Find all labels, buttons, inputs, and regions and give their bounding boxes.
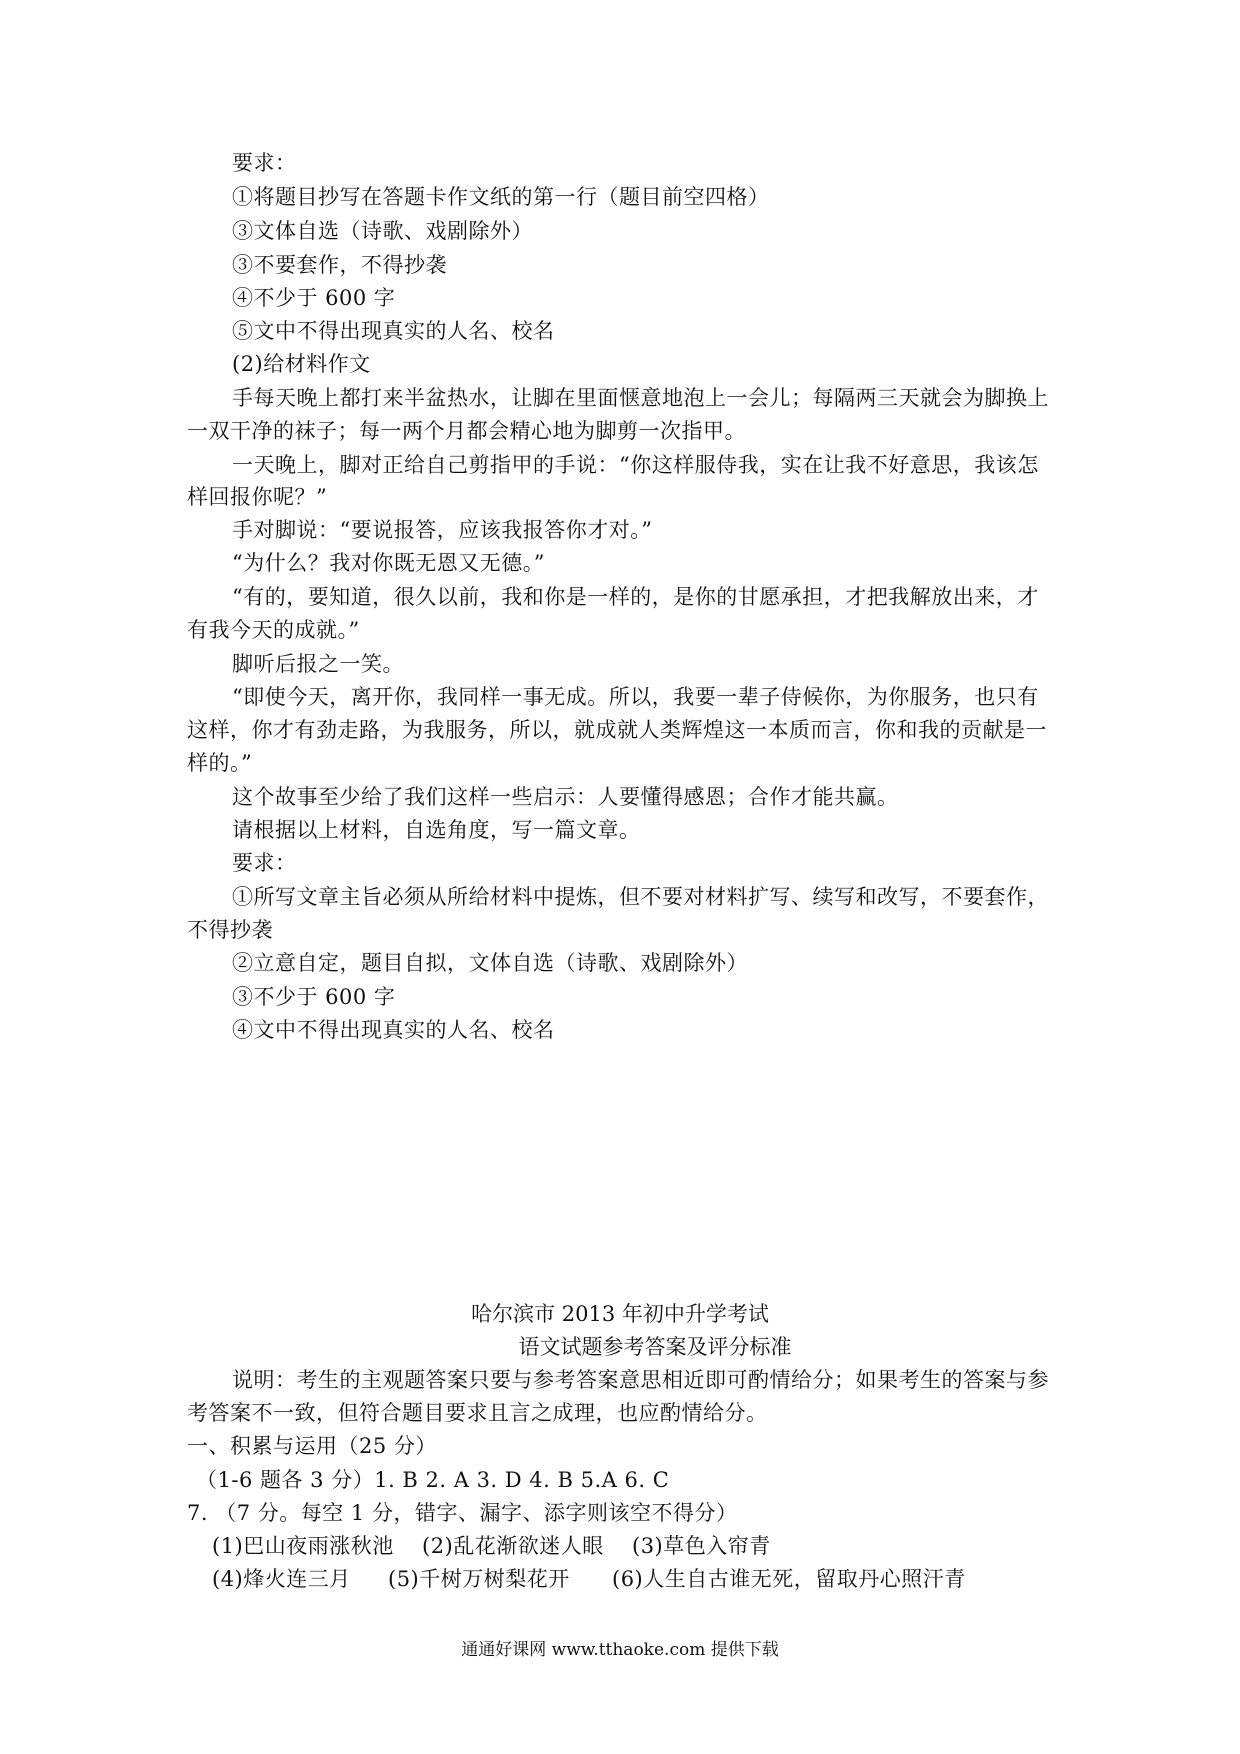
prompt2-p5b: 有我今天的成就。” xyxy=(187,618,360,642)
req1-item-4: ④不少于 600 字 xyxy=(232,286,396,310)
prompt2-p7b: 这样，你才有劲走路，为我服务，所以，就成就人类辉煌这一本质而言，你和我的贡献是一 xyxy=(187,718,1047,742)
prompt2-p3: 手对脚说：“要说报答，应该我报答你才对。” xyxy=(232,518,653,542)
req1-item-5: ⑤文中不得出现真实的人名、校名 xyxy=(232,319,555,343)
q7-answer-2: (2)乱花渐欲迷人眼 xyxy=(422,1534,604,1558)
prompt2-p8: 这个故事至少给了我们这样一些启示：人要懂得感恩；合作才能共赢。 xyxy=(232,785,899,809)
prompt2-p4: “为什么？我对你既无恩又无德。” xyxy=(232,551,545,575)
req2-item-3: ③不少于 600 字 xyxy=(232,985,396,1009)
answer-key-title: 哈尔滨市 2013 年初中升学考试 xyxy=(471,1302,769,1326)
prompt2-p7c: 样的。” xyxy=(187,751,253,775)
section-heading-1: 一、积累与运用（25 分） xyxy=(187,1434,437,1458)
prompt2-p5a: “有的，要知道，很久以前，我和你是一样的，是你的甘愿承担，才把我解放出来，才 xyxy=(232,585,1039,609)
req1-heading: 要求： xyxy=(232,151,297,175)
req2-item-1a: ①所写文章主旨必须从所给材料中提炼，但不要对材料扩写、续写和改写，不要套作， xyxy=(232,885,1049,909)
prompt2-p7a: “即使今天，离开你，我同样一事无成。所以，我要一辈子侍候你，为你服务，也只有 xyxy=(232,685,1039,709)
req2-item-4: ④文中不得出现真实的人名、校名 xyxy=(232,1018,555,1042)
q7-heading: 7. （7 分。每空 1 分，错字、漏字、添字则该空不得分） xyxy=(187,1501,738,1525)
answer-key-note-b: 考答案不一致，但符合题目要求且言之成理，也应酌情给分。 xyxy=(187,1401,768,1425)
q7-answer-5: (5)千树万树梨花开 xyxy=(388,1567,570,1591)
answer-key-note-a: 说明：考生的主观题答案只要与参考答案意思相近即可酌情给分；如果考生的答案与参 xyxy=(232,1368,1049,1392)
req1-item-2: ③文体自选（诗歌、戏剧除外） xyxy=(232,219,533,243)
prompt2-p9: 请根据以上材料，自选角度，写一篇文章。 xyxy=(232,818,641,842)
req1-item-3: ③不要套作，不得抄袭 xyxy=(232,253,447,277)
req2-heading: 要求： xyxy=(232,851,297,875)
q7-answer-3: (3)草色入帘青 xyxy=(632,1534,771,1558)
prompt2-title: (2)给材料作文 xyxy=(232,352,371,376)
prompt2-p2b: 样回报你呢？” xyxy=(187,485,328,509)
footer-credit: 通通好课网 www.tthaoke.com 提供下载 xyxy=(461,1640,779,1660)
req2-item-2: ②立意自定，题目自拟，文体自选（诗歌、戏剧除外） xyxy=(232,951,748,975)
prompt2-p1b: 一双干净的袜子；每一两个月都会精心地为脚剪一次指甲。 xyxy=(187,419,746,443)
req2-item-1b: 不得抄袭 xyxy=(187,918,273,942)
prompt2-p6: 脚听后报之一笑。 xyxy=(232,652,404,676)
q7-answer-1: (1)巴山夜雨涨秋池 xyxy=(212,1534,394,1558)
prompt2-p1a: 手每天晚上都打来半盆热水，让脚在里面惬意地泡上一会儿；每隔两三天就会为脚换上 xyxy=(232,386,1049,410)
mc-answers: （1-6 题各 3 分）1. B 2. A 3. D 4. B 5.A 6. C xyxy=(196,1468,670,1492)
q7-answer-4: (4)烽火连三月 xyxy=(212,1567,351,1591)
prompt2-p2a: 一天晚上，脚对正给自己剪指甲的手说：“你这样服侍我，实在让我不好意思，我该怎 xyxy=(232,453,1039,477)
answer-key-subtitle: 语文试题参考答案及评分标准 xyxy=(518,1335,792,1359)
q7-answer-6: (6)人生自古谁无死，留取丹心照汗青 xyxy=(612,1567,966,1591)
req1-item-1: ①将题目抄写在答题卡作文纸的第一行（题目前空四格） xyxy=(232,185,770,209)
